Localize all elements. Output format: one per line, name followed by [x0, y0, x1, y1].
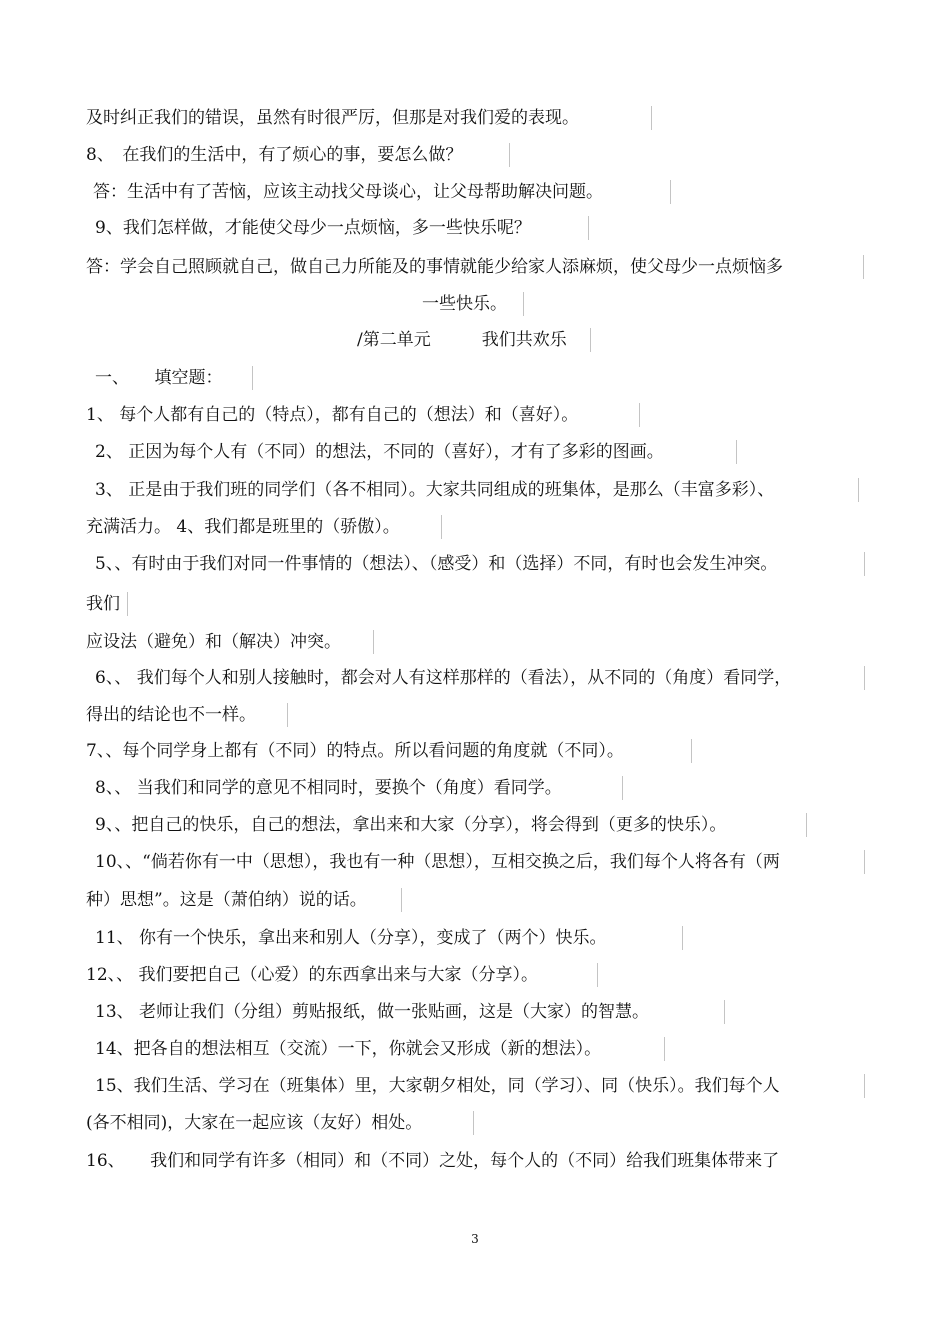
text-line: 5、、有时由于我们对同一件事情的（想法）、（感受）和（选择）不同，有时也会发生冲突。 — [95, 552, 865, 576]
text-line: 充满活力。 4、我们都是班里的（骄傲）。 — [86, 515, 442, 539]
text-line: 答：学会自己照顾就自己，做自己力所能及的事情就能少给家人添麻烦，使父母少一点烦恼多 — [86, 255, 864, 279]
text-line: 11、 你有一个快乐，拿出来和别人（分享），变成了（两个）快乐。 — [95, 926, 683, 950]
text-line: 2、 正因为每个人有（不同）的想法，不同的（喜好），才有了多彩的图画。 — [95, 440, 737, 464]
text-line: 15、我们生活、学习在（班集体）里，大家朝夕相处，同（学习）、同（快乐）。我们每个人 — [95, 1074, 865, 1098]
text-line: 14、把各自的想法相互（交流）一下，你就会又形成（新的想法）。 — [95, 1037, 665, 1061]
text-line: 8、 在我们的生活中，有了烦心的事，要怎么做？ — [86, 143, 510, 167]
text-line: 得出的结论也不一样。 — [86, 703, 288, 727]
text-line: 答：生活中有了苦恼，应该主动找父母谈心，让父母帮助解决问题。 — [93, 180, 671, 204]
text-line: 12、、 我们要把自己（心爱）的东西拿出来与大家（分享）。 — [86, 963, 598, 987]
page-number: 3 — [471, 1232, 479, 1246]
text-line: 我们 — [86, 592, 128, 616]
text-line: 一、 填空题： — [95, 366, 253, 390]
text-line: 16、 我们和同学有许多（相同）和（不同）之处，每个人的（不同）给我们班集体带来了 — [86, 1151, 780, 1171]
text-line: 种）思想”。这是（萧伯纳）说的话。 — [86, 888, 402, 912]
text-line: (各不相同)，大家在一起应该（友好）相处。 — [86, 1111, 474, 1135]
text-line: 8、、 当我们和同学的意见不相同时，要换个（角度）看同学。 — [95, 776, 623, 800]
text-line: 6、、 我们每个人和别人接触时，都会对人有这样那样的（看法），从不同的（角度）看同学， — [95, 666, 865, 690]
text-line: 1、 每个人都有自己的（特点），都有自己的（想法）和（喜好）。 — [86, 403, 640, 427]
text-line: 9、、把自己的快乐，自己的想法，拿出来和大家（分享），将会得到（更多的快乐）。 — [95, 813, 807, 837]
text-line: 7、、每个同学身上都有（不同）的特点。所以看问题的角度就（不同）。 — [86, 739, 692, 763]
text-line: 9、我们怎样做，才能使父母少一点烦恼，多一些快乐呢？ — [95, 216, 589, 240]
text-line: 10、、“倘若你有一中（思想），我也有一种（思想），互相交换之后，我们每个人将各有（两 — [95, 850, 865, 874]
text-line: 13、 老师让我们（分组）剪贴报纸，做一张贴画，这是（大家）的智慧。 — [95, 1000, 725, 1024]
section-heading: /第二单元 我们共欢乐 — [357, 328, 591, 352]
text-line: 3、 正是由于我们班的同学们（各不相同）。大家共同组成的班集体，是那么（丰富多彩）、 — [95, 478, 859, 502]
text-line: 应设法（避免）和（解决）冲突。 — [86, 630, 374, 654]
text-line: 一些快乐。 — [422, 292, 524, 316]
text-line: 及时纠正我们的错误，虽然有时很严厉，但那是对我们爱的表现。 — [86, 106, 652, 130]
